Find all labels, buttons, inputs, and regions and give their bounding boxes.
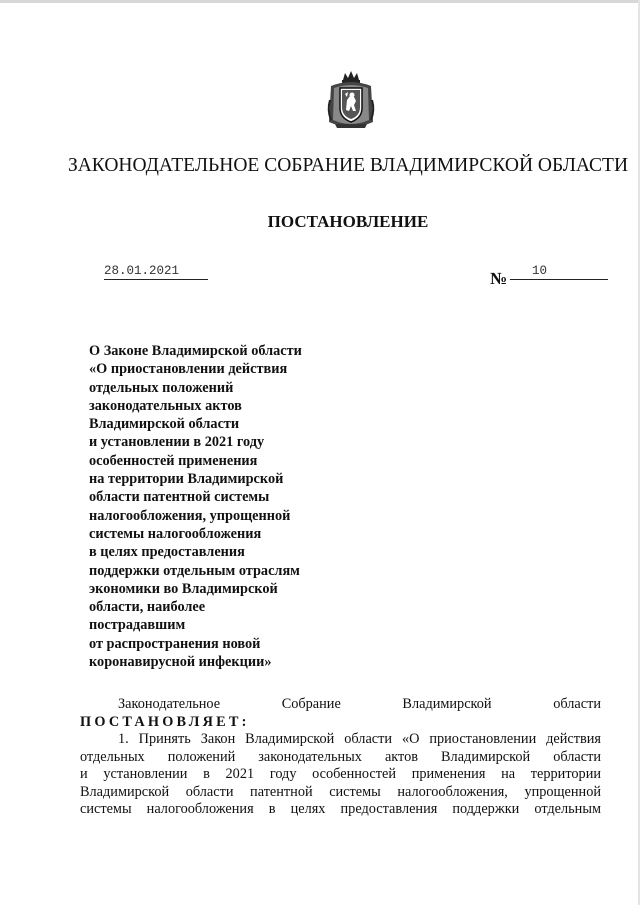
title-line: отдельных положений [89, 379, 234, 396]
scan-edge-top [0, 0, 640, 3]
document-number-field [510, 264, 608, 280]
decree-heading: ПОСТАНОВЛЯЕТ: [80, 713, 250, 730]
document-type: ПОСТАНОВЛЕНИЕ [267, 212, 429, 231]
title-line: особенностей применения [89, 452, 258, 469]
document-title [89, 342, 349, 671]
number-label: № [490, 269, 508, 288]
document-number: 10 [532, 264, 548, 278]
coat-of-arms-icon [325, 70, 377, 132]
paragraph-line: и установлении в 2021 году особенностей применения на территории [80, 766, 601, 782]
title-line: Владимирской области [89, 416, 240, 433]
document-body [80, 696, 601, 819]
title-line: О Законе Владимирской области [89, 343, 302, 359]
document-date: 28.01.2021 [104, 264, 208, 280]
title-line: законодательных актов [89, 397, 242, 414]
title-line: области, наиболее [89, 599, 206, 616]
organization-name: ЗАКОНОДАТЕЛЬНОЕ СОБРАНИЕ ВЛАДИМИРСКОЙ ОБЛАСТИ [67, 155, 629, 176]
title-line: «О приостановлении действия [89, 361, 288, 378]
title-line: пострадавшим [89, 617, 186, 634]
paragraph-line: отдельных положений законодательных актов Владимирской области [80, 748, 601, 765]
title-line: и установлении в 2021 году [89, 434, 265, 451]
title-line: поддержки отдельным отраслям [89, 562, 300, 579]
intro-word: Законодательное [118, 696, 221, 712]
paragraph-line: Владимирской области патентной системы налогообложения, упрощенной [80, 783, 601, 800]
title-line: коронавирусной инфекции» [89, 654, 272, 671]
paragraph-line: 1. Принять Закон Владимирской области «О приостановлении действия [118, 731, 601, 747]
title-line: экономики во Владимирской [89, 580, 278, 597]
title-line: от распространения новой [89, 635, 261, 652]
intro-word: области [553, 696, 601, 712]
intro-word: Владимирской [402, 696, 492, 712]
paragraph-line: системы налогообложения в целях предоставления поддержки отдельным [80, 801, 601, 817]
title-line: области патентной системы [89, 489, 270, 506]
intro-line [80, 696, 601, 714]
title-line: в целях предоставления [89, 544, 245, 561]
intro-word: Собрание [281, 696, 341, 712]
title-line: системы налогообложения [89, 525, 262, 542]
title-line: на территории Владимирской [89, 471, 284, 488]
title-line: налогообложения, упрощенной [89, 507, 291, 524]
